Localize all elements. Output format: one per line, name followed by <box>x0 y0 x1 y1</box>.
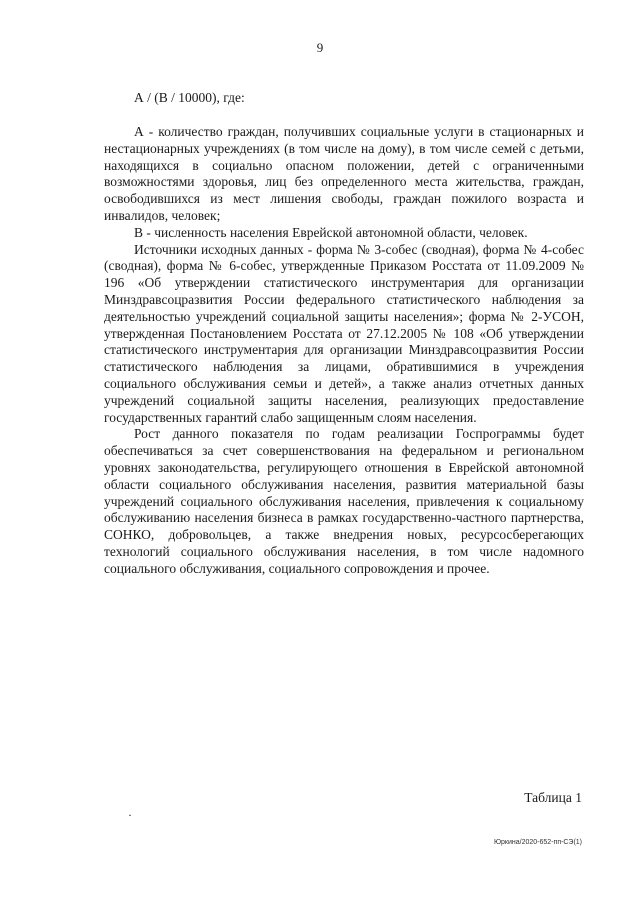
table-label: Таблица 1 <box>524 790 582 805</box>
paragraph-definition-b: В - численность населения Еврейской автономной области, человек. <box>134 224 528 240</box>
paragraph-growth: Рост данного показателя по годам реализации Госпрограммы будет обеспечиваться за счет совершенствования на федеральном и региональном уровнях законодательства, регулирующего отношения в Еврейской автономной области социального обслуживания населения, развития материальной базы учреждений социального обслуживания населения, привлечения к социальному обслуживанию населения бизнеса в рамках государственно-частного партнерства, СОНКО, добровольцев, а также внедрения новых, ресурсосберегающих технологий социального обслуживания населения, в том числе надомного социального обслуживания, социального сопровождения и прочее. <box>104 426 584 576</box>
paragraph-definition-a: А - количество граждан, получивших социальные услуги в стационарных и нестационарных учреждениях (в том числе на дому), в том числе семей с детьми, находящихся в социально опасном положении, детей с ограниченными возможностями здоровья, лиц без определенного места жительства, граждан, освободившихся из мест лишения свободы, граждан пожилого возраста и инвалидов, человек; <box>104 124 584 223</box>
stray-mark: · <box>128 808 132 822</box>
page-number: 9 <box>316 40 324 55</box>
paragraph-data-sources: Источники исходных данных - форма № 3-собес (сводная), форма № 4-собес (сводная), форма № 6-собес, утвержденные Приказом Росстата от 11.09.2009 № 196 «Об утверждении статистического инструментария для организации Минздравсоцразвития России федерального статистического наблюдения за деятельностью учреждений социальной защиты населения»; форма № 2-УСОН, утвержденная Постановлением Росстата от 27.12.2005 № 108 «Об утверждении статистического инструментария для организации Минздравсоцразвития России статистического наблюдения за лицами, обратившимися в учреждения социального обслуживания семьи и детей», а также анализ отчетных данных учреждений социальной защиты населения, реализующих предоставление государственных гарантий слабо защищенным слоям населения. <box>104 241 584 425</box>
body-text <box>104 124 584 578</box>
formula: А / (В / 10000), где: <box>134 90 245 105</box>
footer-code: Юркина/2020-652-пп-СЭ(1) <box>493 839 582 846</box>
